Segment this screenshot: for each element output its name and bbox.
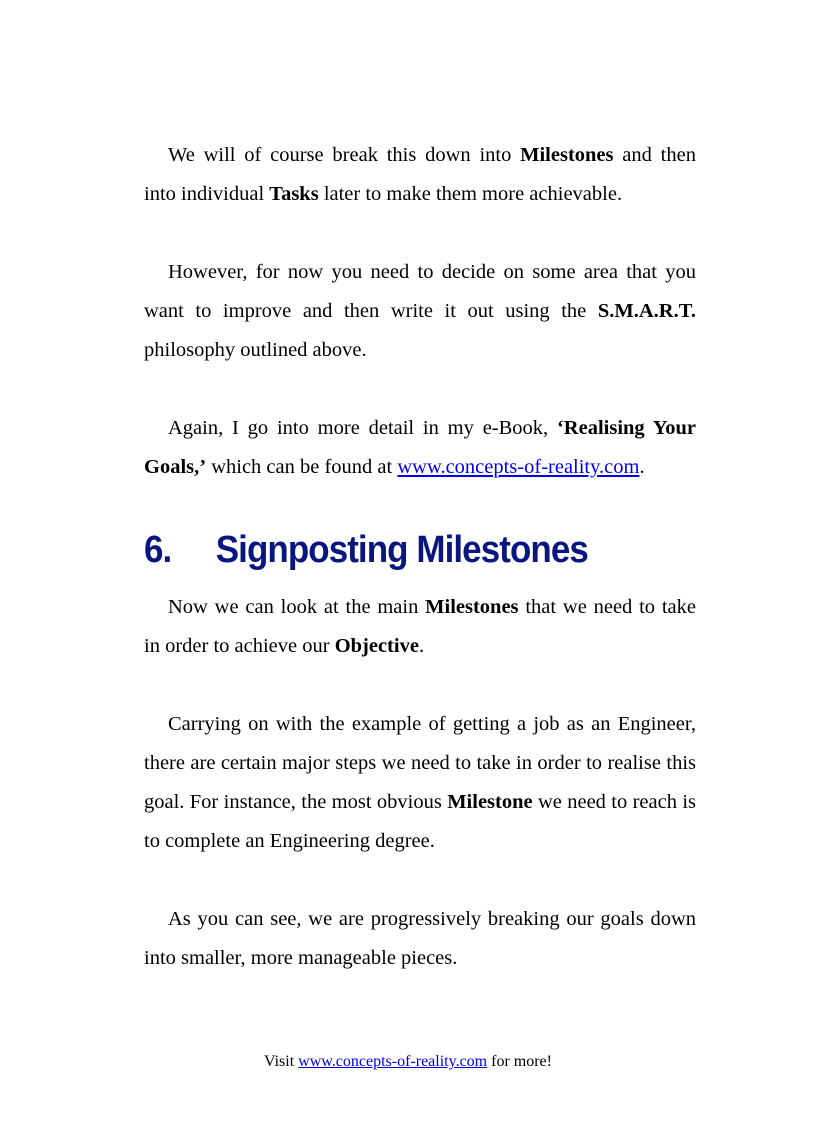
website-link[interactable]: www.concepts-of-reality.com <box>397 456 640 478</box>
bold-term: Milestones <box>520 144 614 166</box>
section-number: 6. <box>144 528 172 571</box>
text: . <box>639 456 645 478</box>
text: Again, I go into more detail in my e-Book, <box>168 417 557 439</box>
text: As you can see, we are progressively breaking our goals down into smaller, more manageable pieces. <box>144 908 696 969</box>
paragraph-engineer-example <box>144 705 696 861</box>
book-title: ‘Realising Your Goals,’ <box>144 417 696 478</box>
bold-term: Objective <box>334 635 419 657</box>
paragraph-main-milestones <box>144 588 696 666</box>
bold-term: Milestones <box>425 596 519 618</box>
paragraph-breaking-goals <box>144 900 696 978</box>
paragraph-ebook <box>144 409 696 487</box>
paragraph-milestones-tasks <box>144 136 696 214</box>
text: which can be found at <box>206 456 398 478</box>
footer-text: for more! <box>487 1053 552 1070</box>
paragraph-smart <box>144 253 696 370</box>
text: Now we can look at the main <box>168 596 426 618</box>
text: that we need to take in order to achieve our <box>144 596 697 657</box>
text: Carrying on with the example of getting a job as an Engineer, there are certain major steps we need to take in order to realise this goal. For instance, the most obvious <box>144 713 696 813</box>
footer-text: Visit <box>264 1053 299 1070</box>
text: However, for now you need to decide on some area that you want to improve and then write it out using the <box>144 261 696 322</box>
text: later to make them more achievable. <box>318 183 623 205</box>
page-body <box>144 136 696 978</box>
bold-term: Tasks <box>269 183 319 205</box>
section-title: Signposting Milestones <box>215 528 588 571</box>
text: and then into individual <box>144 144 696 205</box>
text: . <box>418 635 425 657</box>
text: we need to reach is to complete an Engineering degree. <box>144 791 697 852</box>
page-footer <box>0 1052 816 1072</box>
section-heading <box>144 520 652 580</box>
footer-link[interactable]: www.concepts-of-reality.com <box>298 1053 488 1070</box>
bold-term: Milestone <box>447 791 533 813</box>
bold-term: S.M.A.R.T. <box>597 300 696 322</box>
text: We will of course break this down into <box>168 144 521 166</box>
text: philosophy outlined above. <box>144 339 367 361</box>
